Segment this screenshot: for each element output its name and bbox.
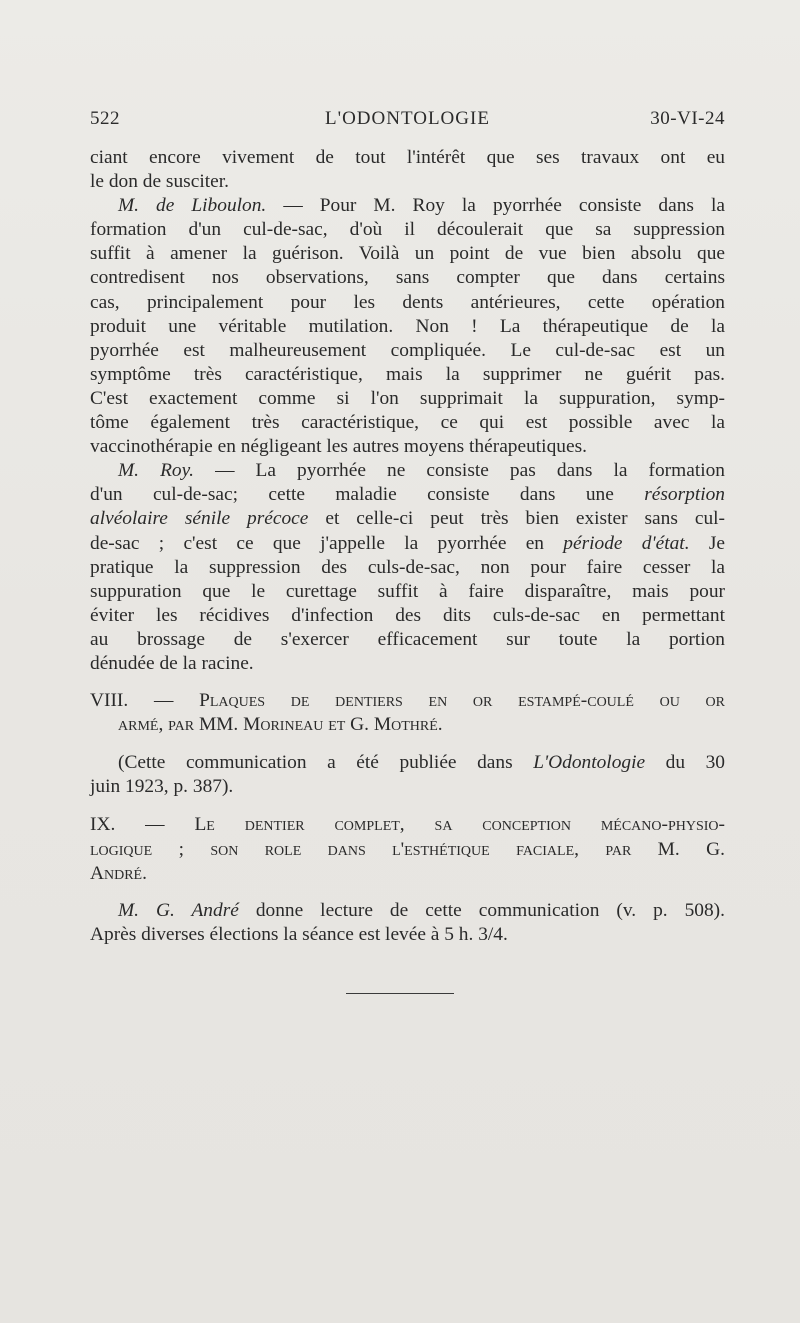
speaker-name: M. de Liboulon. <box>118 195 267 217</box>
text-line: d'un cul-de-sac; cette maladie consiste dans une résorption <box>90 484 725 506</box>
journal-title: L'ODONTOLOGIE <box>325 108 490 129</box>
text-line: dénudée de la racine. <box>90 652 254 674</box>
section-title: Le dentier complet, sa conception mécano-physio- <box>194 814 725 836</box>
page-body <box>90 146 725 947</box>
text-line: M. G. André donne lecture de cette communication (v. p. 508). <box>118 899 725 921</box>
text-line: suppuration que le curettage suffit à faire disparaître, mais pour <box>90 580 725 602</box>
issue-date: 30-VI-24 <box>650 108 725 129</box>
text-line: (Cette communication a été publiée dans L'Odontologie du 30 <box>118 752 725 774</box>
emphasis-text: période d'état. <box>563 532 690 554</box>
page-number: 522 <box>90 108 120 129</box>
text-line: symptôme très caractéristique, mais la supprimer ne guérit pas. <box>90 363 725 385</box>
text-line: ciant encore vivement de tout l'intérêt que ses travaux ont eu <box>90 147 725 168</box>
text-line: M. Roy. — La pyorrhée ne consiste pas dans la formation <box>118 460 725 482</box>
section-heading: armé, par MM. Morineau et G. Mothré. <box>118 714 443 736</box>
end-rule <box>346 993 454 994</box>
text-line: éviter les récidives d'infection des dits culs-de-sac en permettant <box>90 604 725 626</box>
emphasis-text: alvéolaire sénile précoce <box>90 508 309 530</box>
journal-reference: L'Odontologie <box>533 752 646 774</box>
text-line: cas, principalement pour les dents antérieures, cette opération <box>90 291 725 313</box>
text-line: C'est exactement comme si l'on supprimait la suppuration, symp- <box>90 387 725 409</box>
text-line: contredisent nos observations, sans compter que dans certains <box>90 267 725 289</box>
text-line: le don de susciter. <box>90 171 229 193</box>
emphasis-text: résorption <box>644 484 725 506</box>
speaker-name: M. G. André <box>118 899 239 921</box>
section-number: IX. — <box>90 814 195 836</box>
section-heading: André. <box>90 862 147 884</box>
text-line: M. de Liboulon. — Pour M. Roy la pyorrhée consiste dans la <box>118 195 725 217</box>
text-line: pratique la suppression des culs-de-sac, non pour faire cesser la <box>90 556 725 578</box>
speaker-name: M. Roy. <box>118 460 194 482</box>
text-line: Après diverses élections la séance est levée à 5 h. 3/4. <box>90 923 508 945</box>
text-line: suffit à amener la guérison. Voilà un point de vue bien absolu que <box>90 243 725 265</box>
text-line: au brossage de s'exercer efficacement sur toute la portion <box>90 628 725 650</box>
running-header <box>90 108 725 134</box>
text-line: juin 1923, p. 387). <box>90 776 234 798</box>
text-line: alvéolaire sénile précoce et celle-ci peut très bien exister sans cul- <box>90 508 725 530</box>
section-heading <box>90 813 725 837</box>
text-line: tôme également très caractéristique, ce qui est possible avec la <box>90 412 725 434</box>
text-line: formation d'un cul-de-sac, d'où il découlerait que sa suppression <box>90 219 725 241</box>
section-title: Plaques de dentiers en or estampé-coulé ou or <box>199 690 726 712</box>
text-line: vaccinothérapie en négligeant les autres moyens thérapeutiques. <box>90 436 587 458</box>
section-heading: logique ; son role dans l'esthétique faciale, par M. G. <box>90 838 725 860</box>
text-line: de-sac ; c'est ce que j'appelle la pyorrhée en période d'état. Je <box>90 532 725 554</box>
text-line: pyorrhée est malheureusement compliquée. Le cul-de-sac est un <box>90 339 725 361</box>
section-number: VIII. — <box>90 690 200 712</box>
section-heading <box>90 689 725 713</box>
text-line: produit une véritable mutilation. Non ! La thérapeutique de la <box>90 315 725 337</box>
